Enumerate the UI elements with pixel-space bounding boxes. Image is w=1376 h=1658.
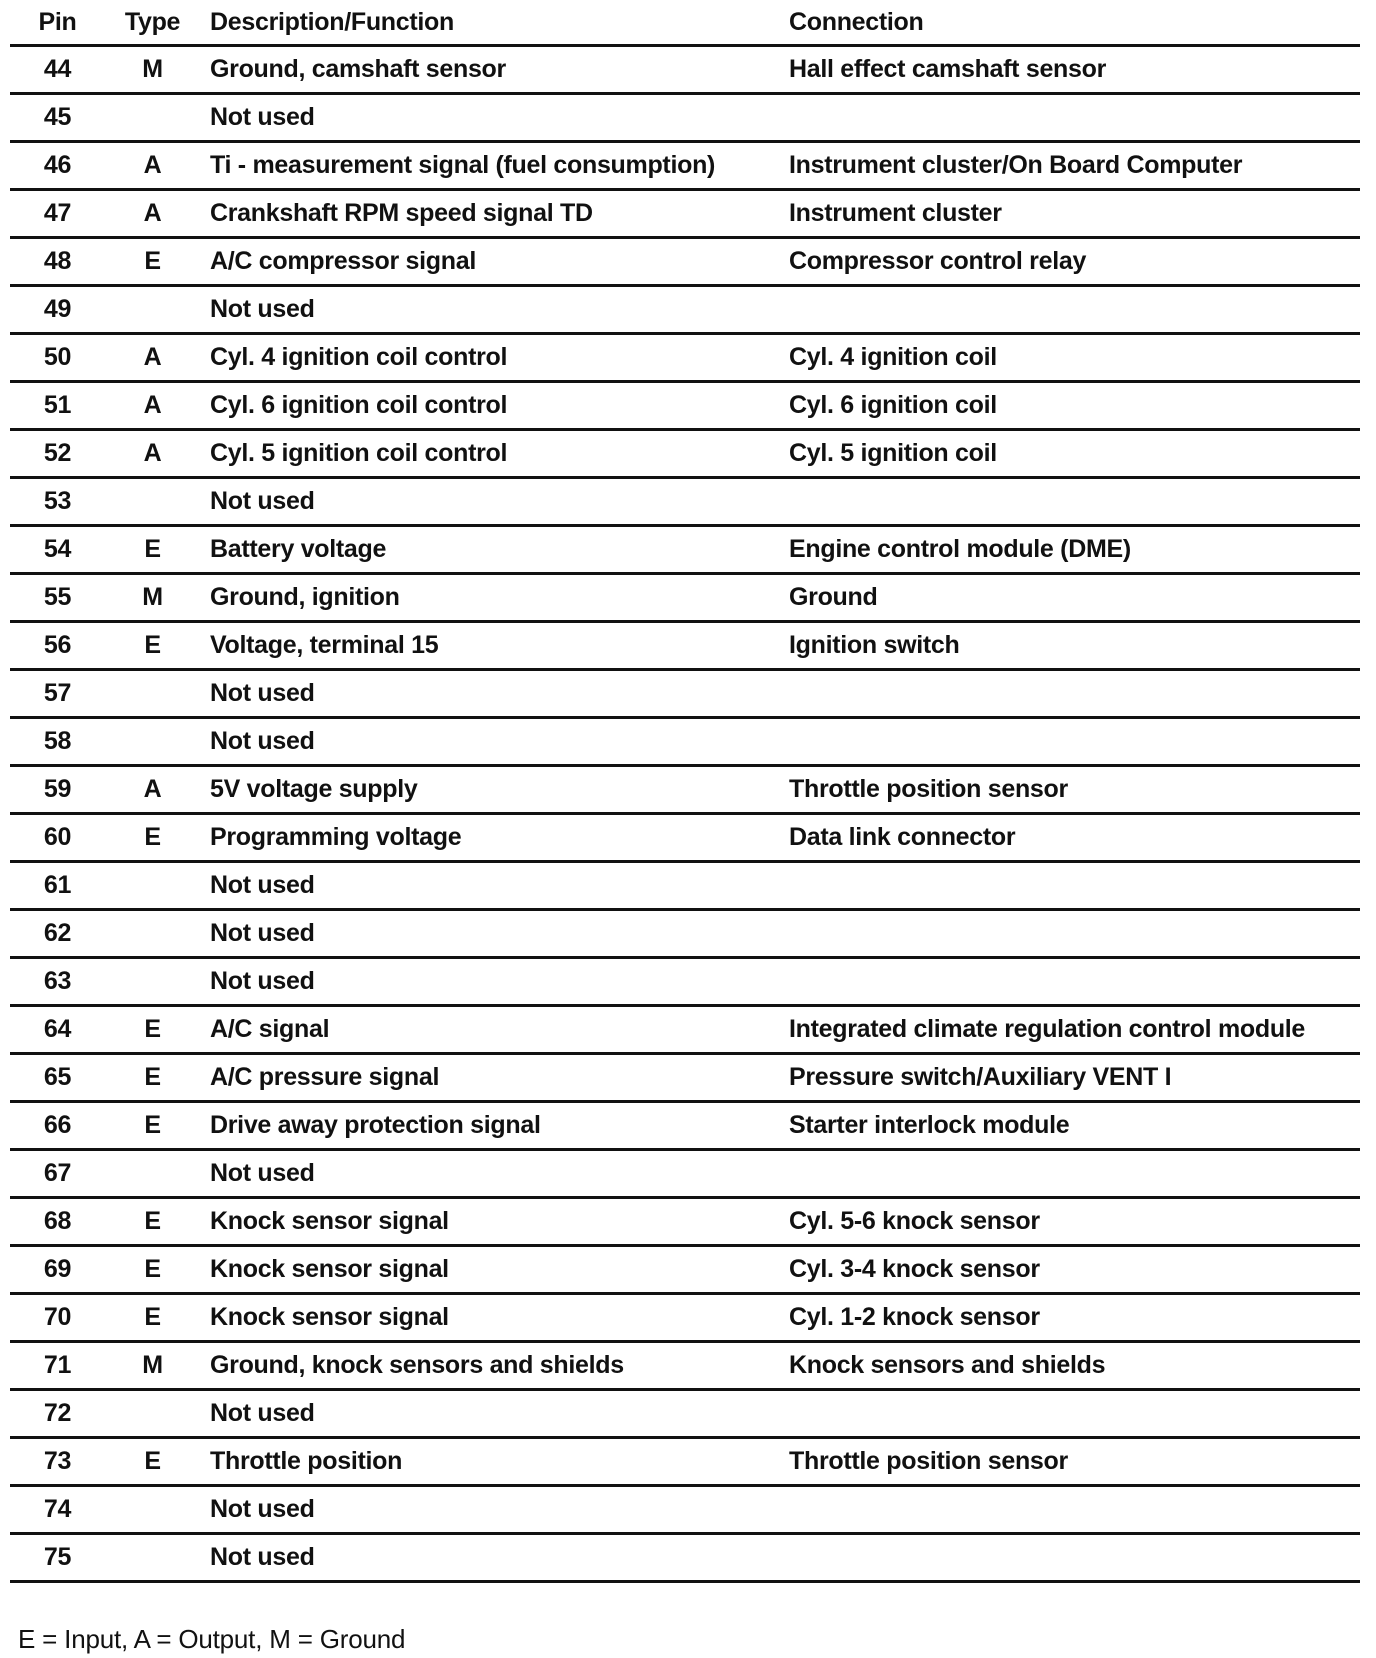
description-cell: Drive away protection signal [200, 1102, 783, 1150]
pin-cell: 66 [10, 1102, 105, 1150]
connection-cell [783, 478, 1360, 526]
type-cell [105, 958, 200, 1006]
connection-cell: Starter interlock module [783, 1102, 1360, 1150]
description-cell: Not used [200, 862, 783, 910]
pin-cell: 48 [10, 238, 105, 286]
connection-cell [783, 670, 1360, 718]
description-cell: A/C pressure signal [200, 1054, 783, 1102]
connection-cell: Cyl. 6 ignition coil [783, 382, 1360, 430]
pin-cell: 69 [10, 1246, 105, 1294]
connection-cell: Cyl. 5 ignition coil [783, 430, 1360, 478]
pin-cell: 45 [10, 94, 105, 142]
connection-cell: Instrument cluster/On Board Computer [783, 142, 1360, 190]
type-cell [105, 1390, 200, 1438]
type-cell [105, 910, 200, 958]
table-row [10, 94, 1360, 142]
table-row [10, 1294, 1360, 1342]
connection-cell: Ignition switch [783, 622, 1360, 670]
description-cell: Not used [200, 718, 783, 766]
type-cell: A [105, 142, 200, 190]
description-cell: Not used [200, 670, 783, 718]
type-cell: E [105, 1198, 200, 1246]
description-cell: Ground, camshaft sensor [200, 46, 783, 94]
connection-cell: Data link connector [783, 814, 1360, 862]
pin-cell: 75 [10, 1534, 105, 1582]
pin-cell: 50 [10, 334, 105, 382]
connection-cell [783, 718, 1360, 766]
connection-cell: Integrated climate regulation control module [783, 1006, 1360, 1054]
table-header-row [10, 0, 1360, 46]
header-description: Description/Function [200, 0, 783, 46]
description-cell: Not used [200, 910, 783, 958]
type-cell [105, 1486, 200, 1534]
pin-cell: 68 [10, 1198, 105, 1246]
description-cell: Throttle position [200, 1438, 783, 1486]
type-cell [105, 670, 200, 718]
type-cell: A [105, 190, 200, 238]
type-cell [105, 1150, 200, 1198]
table-row [10, 766, 1360, 814]
description-cell: Programming voltage [200, 814, 783, 862]
table-row [10, 862, 1360, 910]
table-row [10, 1102, 1360, 1150]
description-cell: Voltage, terminal 15 [200, 622, 783, 670]
header-type: Type [105, 0, 200, 46]
pin-cell: 49 [10, 286, 105, 334]
connection-cell [783, 958, 1360, 1006]
connection-cell [783, 94, 1360, 142]
description-cell: Ti - measurement signal (fuel consumption) [200, 142, 783, 190]
type-cell: E [105, 1294, 200, 1342]
table-row [10, 478, 1360, 526]
pin-cell: 51 [10, 382, 105, 430]
connection-cell: Compressor control relay [783, 238, 1360, 286]
table-row [10, 670, 1360, 718]
connection-cell: Engine control module (DME) [783, 526, 1360, 574]
connection-cell: Ground [783, 574, 1360, 622]
pin-cell: 52 [10, 430, 105, 478]
connection-cell [783, 1486, 1360, 1534]
header-connection: Connection [783, 0, 1360, 46]
pin-cell: 73 [10, 1438, 105, 1486]
table-row [10, 718, 1360, 766]
type-cell: E [105, 1102, 200, 1150]
connection-cell [783, 286, 1360, 334]
table-row [10, 1006, 1360, 1054]
pin-cell: 56 [10, 622, 105, 670]
type-cell: E [105, 1246, 200, 1294]
table-row [10, 190, 1360, 238]
type-cell: A [105, 382, 200, 430]
pin-cell: 67 [10, 1150, 105, 1198]
description-cell: Not used [200, 958, 783, 1006]
table-row [10, 1342, 1360, 1390]
pin-cell: 44 [10, 46, 105, 94]
connection-cell: Cyl. 5-6 knock sensor [783, 1198, 1360, 1246]
pin-cell: 74 [10, 1486, 105, 1534]
type-cell: E [105, 238, 200, 286]
connection-cell: Cyl. 4 ignition coil [783, 334, 1360, 382]
table-row [10, 910, 1360, 958]
table-row [10, 1534, 1360, 1582]
type-cell [105, 862, 200, 910]
pin-assignment-table [10, 0, 1360, 1583]
connection-cell [783, 1534, 1360, 1582]
description-cell: Not used [200, 1150, 783, 1198]
pin-cell: 46 [10, 142, 105, 190]
pin-cell: 59 [10, 766, 105, 814]
table-row [10, 1246, 1360, 1294]
pin-cell: 63 [10, 958, 105, 1006]
connection-cell: Pressure switch/Auxiliary VENT I [783, 1054, 1360, 1102]
type-cell [105, 286, 200, 334]
type-cell: E [105, 1438, 200, 1486]
table-row [10, 142, 1360, 190]
pin-cell: 58 [10, 718, 105, 766]
type-cell: A [105, 766, 200, 814]
table-row [10, 238, 1360, 286]
type-cell: M [105, 1342, 200, 1390]
table-row [10, 286, 1360, 334]
type-cell [105, 94, 200, 142]
description-cell: Crankshaft RPM speed signal TD [200, 190, 783, 238]
table-row [10, 814, 1360, 862]
connection-cell [783, 862, 1360, 910]
connection-cell: Cyl. 3-4 knock sensor [783, 1246, 1360, 1294]
connection-cell [783, 1390, 1360, 1438]
pin-cell: 53 [10, 478, 105, 526]
table-row [10, 1198, 1360, 1246]
table-row [10, 430, 1360, 478]
description-cell: Knock sensor signal [200, 1294, 783, 1342]
type-cell: E [105, 814, 200, 862]
table-row [10, 1438, 1360, 1486]
table-row [10, 1390, 1360, 1438]
type-cell [105, 718, 200, 766]
type-cell: E [105, 1054, 200, 1102]
table-row [10, 1486, 1360, 1534]
connection-cell [783, 910, 1360, 958]
type-cell [105, 478, 200, 526]
connection-cell: Instrument cluster [783, 190, 1360, 238]
table-row [10, 574, 1360, 622]
pin-cell: 57 [10, 670, 105, 718]
type-legend: E = Input, A = Output, M = Ground [18, 1624, 406, 1654]
pin-cell: 54 [10, 526, 105, 574]
description-cell: Not used [200, 1534, 783, 1582]
connection-cell [783, 1150, 1360, 1198]
table-body [10, 46, 1360, 1582]
table-row [10, 622, 1360, 670]
table-row [10, 526, 1360, 574]
description-cell: Cyl. 4 ignition coil control [200, 334, 783, 382]
description-cell: Not used [200, 286, 783, 334]
description-cell: 5V voltage supply [200, 766, 783, 814]
table-row [10, 334, 1360, 382]
type-cell: M [105, 46, 200, 94]
pin-cell: 64 [10, 1006, 105, 1054]
pin-cell: 47 [10, 190, 105, 238]
table-row [10, 1054, 1360, 1102]
pin-cell: 61 [10, 862, 105, 910]
description-cell: Not used [200, 1486, 783, 1534]
description-cell: Battery voltage [200, 526, 783, 574]
table-row [10, 958, 1360, 1006]
pin-cell: 70 [10, 1294, 105, 1342]
description-cell: Not used [200, 478, 783, 526]
pin-cell: 55 [10, 574, 105, 622]
type-cell: E [105, 622, 200, 670]
description-cell: Ground, knock sensors and shields [200, 1342, 783, 1390]
description-cell: Knock sensor signal [200, 1246, 783, 1294]
pin-cell: 71 [10, 1342, 105, 1390]
connection-cell: Cyl. 1-2 knock sensor [783, 1294, 1360, 1342]
description-cell: A/C compressor signal [200, 238, 783, 286]
type-cell: E [105, 526, 200, 574]
connection-cell: Throttle position sensor [783, 766, 1360, 814]
type-cell: M [105, 574, 200, 622]
connection-cell: Throttle position sensor [783, 1438, 1360, 1486]
description-cell: Not used [200, 94, 783, 142]
table-row [10, 1150, 1360, 1198]
pin-cell: 65 [10, 1054, 105, 1102]
connection-cell: Knock sensors and shields [783, 1342, 1360, 1390]
type-cell: E [105, 1006, 200, 1054]
type-cell: A [105, 430, 200, 478]
pin-cell: 60 [10, 814, 105, 862]
description-cell: Cyl. 5 ignition coil control [200, 430, 783, 478]
description-cell: A/C signal [200, 1006, 783, 1054]
table-row [10, 46, 1360, 94]
pin-cell: 62 [10, 910, 105, 958]
header-pin: Pin [10, 0, 105, 46]
pin-cell: 72 [10, 1390, 105, 1438]
description-cell: Not used [200, 1390, 783, 1438]
description-cell: Ground, ignition [200, 574, 783, 622]
description-cell: Knock sensor signal [200, 1198, 783, 1246]
description-cell: Cyl. 6 ignition coil control [200, 382, 783, 430]
table-row [10, 382, 1360, 430]
connection-cell: Hall effect camshaft sensor [783, 46, 1360, 94]
type-cell: A [105, 334, 200, 382]
type-cell [105, 1534, 200, 1582]
